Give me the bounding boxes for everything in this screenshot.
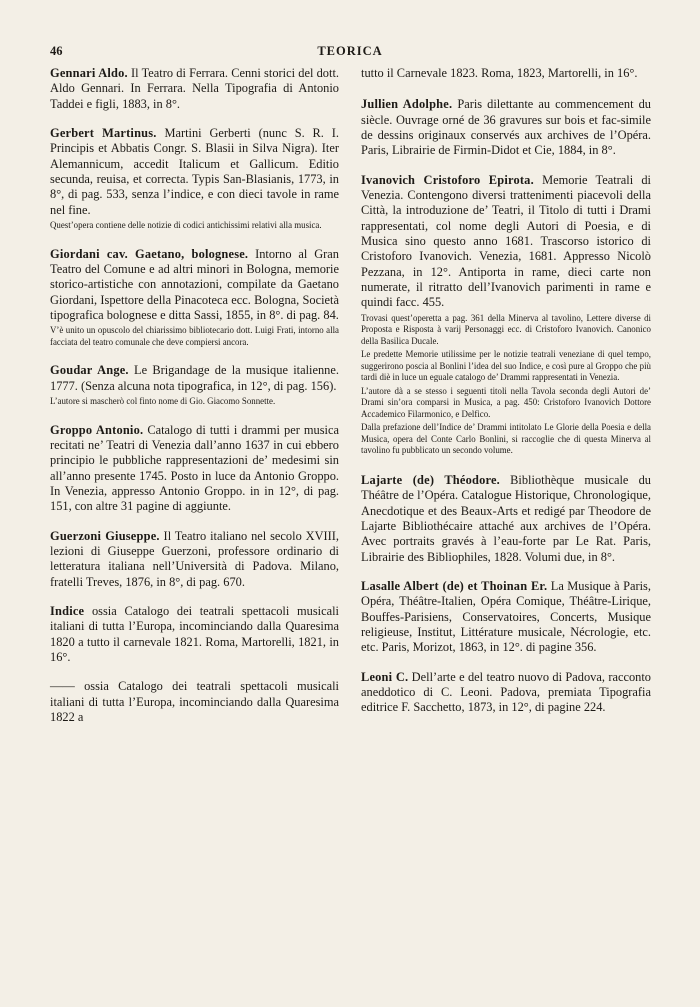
entry-guerzoni — [50, 529, 339, 590]
entry-text: Le Brigandage de la musique italienne. 1777. (Senza alcuna nota tipografica, in 12°, di pag. 156). — [50, 363, 339, 393]
entry-note: L’autore dà a se stesso i seguenti titoli nella Tavola seconda degli Autori de’ Drami sin’ora comparsi in Musica, a pag. 450: Cristoforo Ivanovich Dottore Accademico Filarmonico, e Delfico. — [361, 385, 651, 419]
entry-note: L’autore si mascherò col finto nome di Gio. Giacomo Sonnette. — [50, 396, 276, 406]
running-title: TEORICA — [317, 44, 383, 58]
entry-lasalle — [361, 579, 651, 656]
entry-goudar — [50, 363, 339, 394]
entry-text: Martini Gerberti (nunc S. R. I. Principis et Abbatis Congr. S. Blasii in Silva Nigra). Iter Alemannicum, accedit Italicum et Gallicum. Editio secunda, reuisa, et correcta. Typis San-Blasianis, 1773, in 8°, di pag. 533, senza l’indice, e con dieci tavole in rame nel fine. — [50, 126, 339, 217]
entry-heading: Groppo Antonio. — [50, 422, 144, 437]
entry-heading: Gerbert Martinus. — [50, 126, 157, 141]
entry-heading: Lajarte (de) Théodore. — [361, 472, 500, 487]
entry-heading: Guerzoni Giuseppe. — [50, 528, 160, 543]
entry-note: Quest’opera contiene delle notizie di codici antichissimi relativi alla musica. — [50, 220, 322, 231]
entry-text: Dell’arte e del teatro nuovo di Padova, racconto aneddotico di C. Leoni. Padova, premiata Tipografia editrice F. Sacchetto, 1873, in 12°, di pagine 224. — [361, 669, 651, 715]
entry-text: Catalogo di tutti i drammi per musica recitati ne’ Teatri di Venezia dall’anno 1637 in cui ebbero principio le pubbliche rappresentazioni de’ medesimi sin all’anno presente 1745. Posto in luce da Antonio Groppo. In Venezia, appresso Antonio Groppo. in in 12°, di pag. 151, con altre 31 pagine di aggiunte. — [50, 422, 339, 514]
entry-note: Dalla prefazione dell’Indice de’ Drammi intitolato Le Glorie della Poesia e della Musica, opera del Conte Carlo Bonlini, si raccoglie che di questa Minerva al tavolino fu pubblicato un secondo volume. — [361, 422, 651, 456]
entry-heading: Ivanovich Cristoforo Epirota. — [361, 172, 534, 187]
entry-indice — [50, 604, 339, 665]
entry-text: Paris dilettante au commencement du siècle. Ouvrage orné de 36 gravures sur bois et fac-simile de dessins originaux conservés aux archives de l’Opéra. Paris, Librairie de Firmin-Didot et Cie, 1884, in 8°. — [361, 97, 651, 158]
entry-heading: Giordani cav. Gaetano, bolognese. — [50, 246, 249, 261]
entry-note: Trovasi quest’operetta a pag. 361 della Minerva al tavolino, Lettere diverse di Proposta e Risposta à varij Personaggi ecc. di Cristoforo Ivanovich. Canonico della Basilica Ducale. — [361, 312, 651, 346]
entry-gennari — [50, 66, 339, 112]
entry-indice-2 — [50, 679, 339, 725]
entry-note: V’è unito un opuscolo del chiarissimo bibliotecario dott. Luigi Frati, intorno alla facciata del teatro comunale che deve compiersi ancora. — [50, 325, 339, 347]
page-number: 46 — [50, 44, 63, 58]
entry-gerbert — [50, 126, 339, 218]
entry-text: ossia Catalogo dei teatrali spettacoli musicali italiani di tutta l’Europa, incominciando dalla Quaresima 1822 a — [50, 679, 339, 724]
entry-note: Le predette Memorie utilissime per le notizie teatrali veneziane di quel tempo, suggerirono poscia al Bonlini l’idea del suo Indice, e così pure al Groppo che più tardi diè in luce un eguale catalogo de’ Drammi rappresentati in Venezia. — [361, 349, 651, 383]
entry-text: Intorno al Gran Teatro del Comune e ad altri minori in Bologna, memorie storico-artistiche con annotazioni, compilate da Gaetano Giordani, Ispettore della Pinacoteca ecc. Bologna, Società tipografica bolognese e ditta Sassi, 1855, in 8°. di pag. 84. — [50, 246, 339, 322]
entry-heading: Lasalle Albert (de) et Thoinan Er. — [361, 578, 548, 593]
entry-text: Il Teatro italiano nel secolo XVIII, lezioni di Giuseppe Guerzoni, professore ordinario di letteratura italiana nell’Università di Padova. Milano, fratelli Treves, 1876, in 8°, di pag. 670. — [50, 528, 339, 589]
entry-text: Memorie Teatrali di Venezia. Contengono diversi trattenimenti piacevoli della Città, la introduzione de’ Teatri, il Titolo di tutti i Drami rappresentati, col nome degli Autori di Poesia, e di Musica sino questo anno 1681. Trascorso istorico di Cristoforo Ivanovich. Venezia, 1681. Appresso Nicolò Pezzana, in 12°. Antiporta in rame, dieci carte non numerate, il ritratto dell’Ivanovich parimenti in rame e quindi facc. 455. — [361, 172, 652, 310]
entry-groppo — [50, 423, 339, 515]
left-column — [50, 66, 339, 739]
entry-heading: Jullien Adolphe. — [361, 97, 453, 112]
entry-text: ossia Catalogo dei teatrali spettacoli musicali italiani di tutta l’Europa, incominciando dalla Quaresima 1820 a tutto il carnevale 1821. Roma, Martorelli, 1821, in 16°. — [50, 603, 339, 664]
entry-text: Il Teatro di Ferrara. Cenni storici del dott. Aldo Gennari. In Ferrara. Nella Tipografia di Antonio Taddei e figli, 1883, in 8°. — [50, 66, 339, 111]
entry-giordani — [50, 247, 339, 324]
entry-text: La Musique à Paris, Opéra, Théâtre-Italien, Opéra Comique, Théâtre-Lirique, Bouffes-Parisiens, Conservatoires, Concerts, Musique religieuse, Institut, Littérature musicale, Nécrologie, etc. etc. Paris, Morizot, 1863, in 12°. di pagine 356. — [361, 578, 651, 655]
entry-continuation: tutto il Carnevale 1823. Roma, 1823, Martorelli, in 16°. — [361, 66, 638, 80]
entry-lajarte — [361, 473, 651, 565]
entry-heading: Goudar Ange. — [50, 363, 129, 378]
entry-text: Bibliothèque musicale du Théâtre de l’Opéra. Catalogue Historique, Chronologique, Anecdotique et des Beaux-Arts et redigé par Theodore de Lajarte Bibliothécaire attaché aux archives de l’Opéra. Avec portraits gravés à l’eau-forte par Le Rat. Paris, Librairie des Bibliophiles, 1828. Volumi due, in 8°. — [361, 472, 652, 564]
entry-ivanovich — [361, 173, 651, 311]
entry-heading: Indice — [50, 603, 85, 618]
right-column — [361, 66, 651, 730]
page-header — [50, 44, 650, 62]
entry-heading: Leoni C. — [361, 669, 409, 684]
entry-leoni — [361, 670, 651, 716]
entry-dash: —— — [50, 679, 75, 694]
entry-heading: Gennari Aldo. — [50, 66, 128, 80]
entry-jullien — [361, 97, 651, 158]
